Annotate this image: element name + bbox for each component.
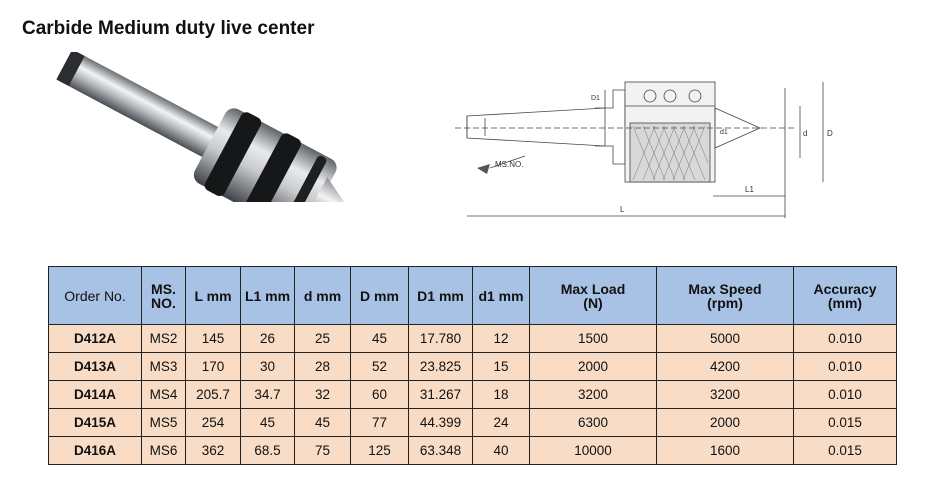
d-cell: 28 xyxy=(295,353,351,381)
D-cell: 45 xyxy=(351,325,409,353)
header-l-mm: L mm xyxy=(186,267,241,325)
max-speed-cell: 4200 xyxy=(657,353,794,381)
header-d-mm: d mm xyxy=(295,267,351,325)
order-no-cell: D413A xyxy=(49,353,142,381)
header-l1-mm: L1 mm xyxy=(241,267,295,325)
max-load-cell: 2000 xyxy=(530,353,657,381)
l-cell: 362 xyxy=(186,437,241,465)
ms-no-cell: MS3 xyxy=(142,353,186,381)
l1-cell: 30 xyxy=(241,353,295,381)
l1-cell: 68.5 xyxy=(241,437,295,465)
D-cell: 52 xyxy=(351,353,409,381)
D1-cell: 31.267 xyxy=(409,381,473,409)
L1-label: L1 xyxy=(745,185,754,194)
max-load-cell: 10000 xyxy=(530,437,657,465)
header-D-mm: D mm xyxy=(351,267,409,325)
max-speed-cell: 2000 xyxy=(657,409,794,437)
max-load-cell: 6300 xyxy=(530,409,657,437)
l1-cell: 26 xyxy=(241,325,295,353)
l-cell: 170 xyxy=(186,353,241,381)
accuracy-cell: 0.015 xyxy=(794,437,897,465)
accuracy-cell: 0.010 xyxy=(794,381,897,409)
ms-no-cell: MS5 xyxy=(142,409,186,437)
d1-cell: 15 xyxy=(473,353,530,381)
l1-cell: 34.7 xyxy=(241,381,295,409)
D1-cell: 44.399 xyxy=(409,409,473,437)
d-label: d xyxy=(803,129,808,138)
D1-cell: 17.780 xyxy=(409,325,473,353)
d-cell: 75 xyxy=(295,437,351,465)
accuracy-cell: 0.010 xyxy=(794,353,897,381)
l-cell: 205.7 xyxy=(186,381,241,409)
d1-cell: 24 xyxy=(473,409,530,437)
header-accuracy: Accuracy (mm) xyxy=(794,267,897,325)
header-max-load: Max Load (N) xyxy=(530,267,657,325)
header-ms-no: MS. NO. xyxy=(142,267,186,325)
live-center-photo xyxy=(38,52,383,202)
d-cell: 32 xyxy=(295,381,351,409)
d1-upper-label: D1 xyxy=(591,95,600,102)
max-speed-cell: 3200 xyxy=(657,381,794,409)
order-no-cell: D414A xyxy=(49,381,142,409)
l-cell: 254 xyxy=(186,409,241,437)
ms-no-label: MS.NO. xyxy=(495,160,524,169)
max-speed-cell: 1600 xyxy=(657,437,794,465)
table-row xyxy=(49,325,897,353)
accuracy-cell: 0.010 xyxy=(794,325,897,353)
header-D1-mm: D1 mm xyxy=(409,267,473,325)
table-row xyxy=(49,409,897,437)
D-cell: 77 xyxy=(351,409,409,437)
ms-no-cell: MS6 xyxy=(142,437,186,465)
table-row xyxy=(49,381,897,409)
max-speed-cell: 5000 xyxy=(657,325,794,353)
accuracy-cell: 0.015 xyxy=(794,409,897,437)
header-order-no: Order No. xyxy=(49,267,142,325)
order-no-cell: D415A xyxy=(49,409,142,437)
d1-cell: 18 xyxy=(473,381,530,409)
d1-cell: 12 xyxy=(473,325,530,353)
spec-table xyxy=(48,266,897,465)
l-cell: 145 xyxy=(186,325,241,353)
D-cell: 125 xyxy=(351,437,409,465)
D-cell: 60 xyxy=(351,381,409,409)
table-row xyxy=(49,437,897,465)
table-header-row xyxy=(49,267,897,325)
technical-drawing xyxy=(455,68,850,228)
ms-no-cell: MS4 xyxy=(142,381,186,409)
max-load-cell: 3200 xyxy=(530,381,657,409)
d1-lower-label: d1 xyxy=(720,129,728,136)
D1-cell: 23.825 xyxy=(409,353,473,381)
header-d1-mm: d1 mm xyxy=(473,267,530,325)
D-label: D xyxy=(827,129,833,138)
d1-cell: 40 xyxy=(473,437,530,465)
order-no-cell: D416A xyxy=(49,437,142,465)
ms-no-cell: MS2 xyxy=(142,325,186,353)
l1-cell: 45 xyxy=(241,409,295,437)
d-cell: 45 xyxy=(295,409,351,437)
L-label: L xyxy=(620,205,625,214)
table-row xyxy=(49,353,897,381)
max-load-cell: 1500 xyxy=(530,325,657,353)
d-cell: 25 xyxy=(295,325,351,353)
D1-cell: 63.348 xyxy=(409,437,473,465)
header-max-speed: Max Speed (rpm) xyxy=(657,267,794,325)
page-title: Carbide Medium duty live center xyxy=(22,18,315,39)
order-no-cell: D412A xyxy=(49,325,142,353)
